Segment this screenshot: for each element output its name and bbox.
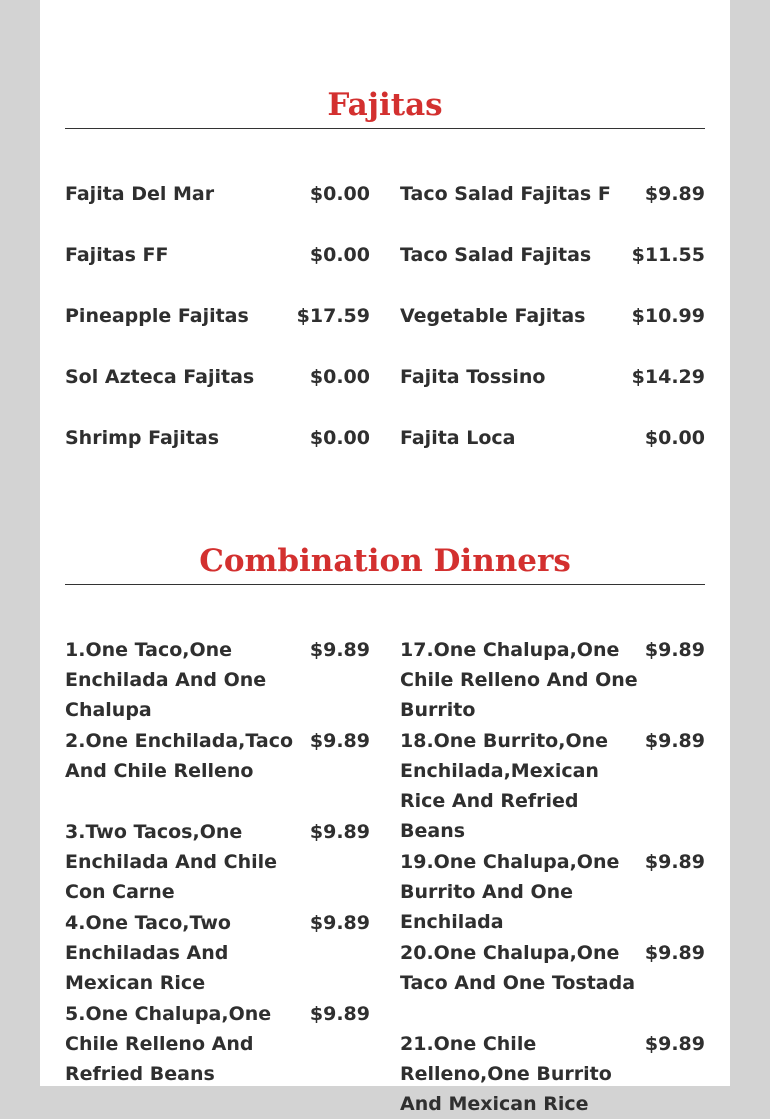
menu-item-price: $17.59 [296,305,370,327]
section-divider [65,584,705,585]
menu-item-price: $0.00 [309,183,370,205]
menu-item-price: $9.89 [309,821,370,843]
menu-item-price: $11.55 [631,244,705,266]
menu-item-name: Taco Salad Fajitas F [400,183,611,205]
menu-item [65,240,370,270]
menu-item [400,847,705,937]
menu-item-price: $9.89 [644,942,705,964]
menu-item-name: 5.One Chalupa,One Chile Relleno And Refried Beans [65,1003,272,1085]
menu-item-name: Taco Salad Fajitas [400,244,592,266]
menu-item-price: $9.89 [309,1003,370,1025]
menu-item-name: Sol Azteca Fajitas [65,366,255,388]
menu-item-name: Shrimp Fajitas [65,427,220,449]
menu-item-name: 19.One Chalupa,One Burrito And One Enchilada [400,851,620,933]
menu-item-name: 21.One Chile Relleno,One Burrito And Mexican Rice [400,1033,612,1115]
menu-item-price: $9.89 [309,912,370,934]
menu-item [400,1029,705,1119]
menu-item-name: 1.One Taco,One Enchilada And One Chalupa [65,639,267,721]
menu-item [400,362,705,392]
menu-item-name: 2.One Enchilada,Taco And Chile Relleno [65,730,294,782]
menu-item [65,999,370,1089]
menu-item-price: $0.00 [309,366,370,388]
section-title-fajitas: Fajitas [327,87,443,123]
section-title-combination-dinners: Combination Dinners [199,543,571,579]
menu-item [400,938,705,998]
menu-item-name: Vegetable Fajitas [400,305,586,327]
menu-item [65,726,370,786]
menu-item-price: $14.29 [631,366,705,388]
menu-item-price: $9.89 [644,639,705,661]
menu-item-name: Fajitas FF [65,244,169,266]
menu-item-name: Fajita Del Mar [65,183,215,205]
menu-item-name: Pineapple Fajitas [65,305,249,327]
menu-item [400,726,705,846]
menu-item [400,240,705,270]
menu-item-name: 18.One Burrito,One Enchilada,Mexican Rice And Refried Beans [400,730,609,842]
menu-item-price: $9.89 [309,639,370,661]
menu-item-name: Fajita Tossino [400,366,546,388]
menu-item-price: $0.00 [309,427,370,449]
menu-item [65,908,370,998]
menu-item-price: $9.89 [644,1033,705,1055]
menu-item [65,362,370,392]
menu-item-name: 17.One Chalupa,One Chile Relleno And One Burrito [400,639,638,721]
menu-item [65,179,370,209]
menu-item-price: $9.89 [644,730,705,752]
menu-page [40,0,730,1115]
menu-item-name: 3.Two Tacos,One Enchilada And Chile Con Carne [65,821,278,903]
menu-item [400,179,705,209]
menu-item-name: Fajita Loca [400,427,516,449]
menu-item-name: 4.One Taco,Two Enchiladas And Mexican Rice [65,912,231,994]
menu-item-name: 20.One Chalupa,One Taco And One Tostada [400,942,636,994]
menu-item [65,423,370,453]
menu-item-price: $10.99 [631,305,705,327]
menu-item-price: $0.00 [309,244,370,266]
menu-item [65,301,370,331]
menu-item [65,817,370,907]
menu-item-price: $9.89 [309,730,370,752]
section-divider [65,128,705,129]
menu-item [65,635,370,725]
menu-item [400,423,705,453]
menu-item-price: $9.89 [644,851,705,873]
menu-item [400,635,705,725]
menu-item-price: $0.00 [644,427,705,449]
menu-item-price: $9.89 [644,183,705,205]
menu-item [400,301,705,331]
